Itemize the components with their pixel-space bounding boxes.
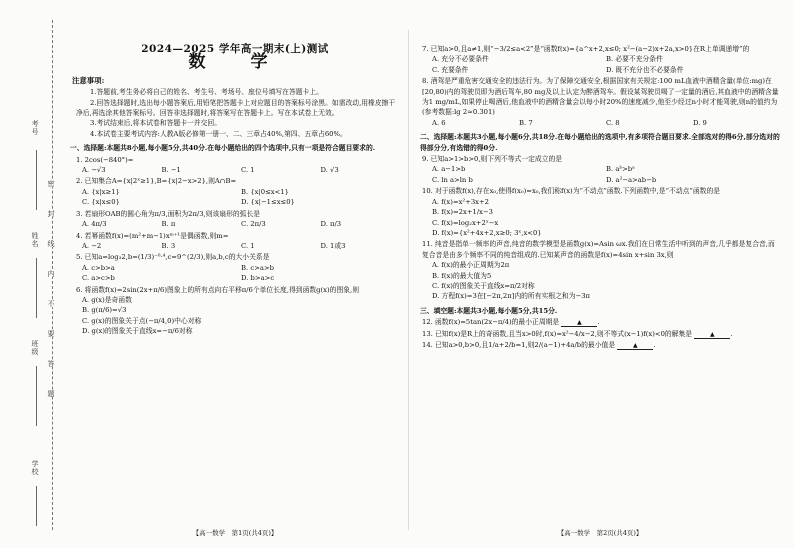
question-stem: 13. 已知f(x)是R上的奇函数,且当x>0时,f(x)=x²−4/x−2,则不等式(x−1)f(x)<0的解集是 xyxy=(422,329,693,338)
option-list xyxy=(432,197,780,239)
answer-option: B. π xyxy=(161,220,176,229)
answer-option: D. {x|−1≤x≤0} xyxy=(241,198,295,207)
answer-option: A. 充分不必要条件 xyxy=(432,55,489,64)
answer-option: B. 必要不充分条件 xyxy=(606,55,663,64)
option-list xyxy=(432,118,780,128)
question xyxy=(76,155,400,165)
question xyxy=(422,186,780,196)
answer-option: B. 3 xyxy=(161,241,176,250)
question-stem: 8. 酒驾是严重危害交通安全的违法行为。为了保障交通安全,根据国家有关规定:100 mL血液中酒精含量(单位:mg)在[20,80)内的驾驶员即为酒后驾车,80 mg及以上认定为醉酒驾车。假设某驾驶员喝了一定量的酒后,其血液中的酒精含量为1 mg/mL,如果停止喝酒后,他血液中的酒精含量会以每小时20%的速度减少,他至少经过n小时才能驾驶,则n的值约为(参考数据:lg 2≈0.301) xyxy=(422,77,779,117)
margin-label-school: 学校 xyxy=(31,460,39,476)
name-line xyxy=(36,258,37,318)
answer-option: A. c>b>a xyxy=(82,263,115,272)
page-divider xyxy=(408,30,409,530)
page-2 xyxy=(420,0,780,548)
answer-option: C. a>c>b xyxy=(82,274,115,283)
exam-number-line xyxy=(36,150,37,210)
answer-option: B. −1 xyxy=(161,166,181,175)
answer-option: D. g(x)的图象关于直线x=−π/6对称 xyxy=(82,327,193,336)
seal-word: 内 xyxy=(47,270,55,277)
answer-option: C. 充要条件 xyxy=(432,65,469,74)
seal-word: 要 xyxy=(47,330,55,337)
question: 14. 已知a>0,b>0,且1/a+2/b=1,则2/(a−1)+4a/b的最小值是 ▲ . xyxy=(422,340,656,349)
option-list xyxy=(82,219,400,229)
option-list xyxy=(82,187,400,208)
answer-option: C. f(x)=log₂x+2ˣ−x xyxy=(432,218,499,227)
question xyxy=(76,285,400,295)
question-stem: 6. 将函数f(x)=2sin(2x+π/6)图象上的所有点向右平移π/6个单位长度,得到函数g(x)的图象,则 xyxy=(76,285,359,294)
answer-option: B. f(x)=2x+1/x−3 xyxy=(432,208,493,217)
option-list xyxy=(82,263,400,284)
question xyxy=(76,209,400,219)
answer-option: D. π/3 xyxy=(320,220,342,229)
answer-option: D. √3 xyxy=(320,166,339,175)
answer-option: A. g(x)是奇函数 xyxy=(82,295,132,304)
answer-blank[interactable]: ▲ xyxy=(694,331,730,339)
answer-option: C. 2π/3 xyxy=(241,220,266,229)
notice-item: 2.回答选择题时,选出每小题答案后,用铅笔把答题卡上对应题目的答案标号涂黑。如需改动,用橡皮擦干净后,再选涂其他答案标号。回答非选择题时,将答案写在答题卡上。写在本试卷上无效。 xyxy=(76,98,396,118)
section-header: 三、填空题:本题共3小题,每小题5分,共15分. xyxy=(420,306,558,315)
answer-option: A. {x|x≥1} xyxy=(82,187,120,196)
question-list xyxy=(70,155,400,337)
question-stem: 3. 若扇形OAB的圆心角为π/3,面积为2π/3,则该扇形的弧长是 xyxy=(76,209,261,218)
question-stem: 1. 2cos(−840°)= xyxy=(76,155,134,164)
answer-option: C. 1 xyxy=(241,166,255,175)
notice-item: 3.考试结束后,将本试卷和答题卡一并交回。 xyxy=(90,119,221,128)
answer-blank[interactable]: ▲ xyxy=(561,319,597,327)
answer-option: A. 4π/3 xyxy=(82,220,107,229)
answer-option: D. a²−a>ab−b xyxy=(606,175,657,184)
question-stem: 2. 已知集合A={x|2ˣ≥1},B={x|2−x>2},则A∩B= xyxy=(76,177,237,186)
answer-option: A. −√3 xyxy=(82,166,106,175)
answer-option: D. 9 xyxy=(693,118,707,127)
answer-blank[interactable]: ▲ xyxy=(617,342,653,350)
question xyxy=(422,44,780,54)
page-footer: 【高一数学 第2页(共4页)】 xyxy=(557,528,643,537)
section-header: 二、选择题:本题共3小题,每小题6分,共18分.在每小题给出的选项中,有多项符合题目要求.全部选对的得6分,部分选对的得部分分,有选错的得0分. xyxy=(420,133,780,152)
answer-option: D. 既不充分也不必要条件 xyxy=(606,65,684,74)
margin-label-class: 班级 xyxy=(31,340,39,356)
answer-option: B. c>a>b xyxy=(241,263,274,272)
answer-option: A. a−1>b xyxy=(432,165,466,174)
notice-item: 1.答题前,考生务必将自己的姓名、考生号、考场号、座位号填写在答题卡上。 xyxy=(90,88,323,97)
question-list xyxy=(420,44,780,350)
question-stem: 10. 对于函数f(x),存在x₀,使得f(x₀)=x₀,我们称f(x)为“不动点”函数.下列函数中,是“不动点”函数的是 xyxy=(422,187,721,196)
question xyxy=(76,231,400,241)
question: 12. 函数f(x)=5tan(2x−π/4)的最小正周期是 ▲ . xyxy=(422,318,600,327)
binding-margin xyxy=(0,0,62,548)
answer-option: B. g(π/6)=√3 xyxy=(82,306,127,315)
seal-word: 密 xyxy=(47,180,55,187)
seal-word: 不 xyxy=(47,300,55,307)
margin-label-exam-number: 考号 xyxy=(31,120,39,136)
seal-word: 题 xyxy=(47,390,55,397)
answer-option: B. aᵇ>bᵃ xyxy=(606,165,635,174)
question xyxy=(422,76,780,118)
answer-option: C. g(x)的图象关于点(−π/4,0)中心对称 xyxy=(82,316,202,325)
section-header: 一、选择题:本题共8小题,每小题5分,共40分.在每小题给出的四个选项中,只有一项是符合题目要求的. xyxy=(70,144,376,153)
option-list xyxy=(432,54,780,75)
option-list xyxy=(82,165,400,175)
question-stem: 9. 已知a>1>b>0,则下列不等式一定成立的是 xyxy=(422,155,563,164)
option-list xyxy=(432,164,780,185)
seal-word: 封 xyxy=(47,210,55,217)
question-stem: 5. 已知a=log₃2,b=(1/3)⁻⁰·⁴,c=9^(2/3),则a,b,c的大小关系是 xyxy=(76,253,270,262)
answer-option: D. f(x)={x²+4x+2,x≥0; 3ˣ,x<0} xyxy=(432,228,542,237)
answer-option: C. 8 xyxy=(606,118,620,127)
answer-option: A. 6 xyxy=(432,118,446,127)
seal-word: 答 xyxy=(47,360,55,367)
question-stem: 12. 函数f(x)=5tan(2x−π/4)的最小正周期是 xyxy=(422,318,560,327)
question-stem: 14. 已知a>0,b>0,且1/a+2/b=1,则2/(a−1)+4a/b的最小值是 xyxy=(422,340,616,349)
answer-option: D. 1或3 xyxy=(320,241,346,250)
answer-option: C. 1 xyxy=(241,241,255,250)
answer-option: B. 7 xyxy=(519,118,533,127)
margin-label-name: 姓名 xyxy=(31,232,39,248)
question xyxy=(422,239,780,260)
option-list xyxy=(82,241,400,251)
question xyxy=(76,176,400,186)
question-stem: 7. 已知a>0,且a≠1,则“−3/2≤a<2”是“函数f(x)={a^x+2,x≤0; x²−(a−2)x+2a,x>0}在R上单调递增”的 xyxy=(422,45,750,53)
question xyxy=(76,252,400,262)
answer-option: C. f(x)的图象关于直线x=π/2对称 xyxy=(432,281,535,290)
exam-title: 2024—2025 学年高一期末(上)测试 xyxy=(141,43,329,55)
answer-option: A. f(x)=x²+3x+2 xyxy=(432,197,490,206)
option-list xyxy=(432,260,780,302)
answer-option: A. −2 xyxy=(82,241,102,250)
answer-option: B. {x|0≤x<1} xyxy=(241,187,289,196)
page-1 xyxy=(70,0,400,548)
answer-option: C. {x|x≤0} xyxy=(82,198,120,207)
seal-word: 线 xyxy=(47,240,55,247)
answer-option: D. 方程f(x)=3在[−2π,2π]内的所有实根之和为−3π xyxy=(432,292,590,301)
answer-option: B. f(x)的最大值为5 xyxy=(432,271,492,280)
answer-option: A. f(x)的最小正周期为2π xyxy=(432,261,510,270)
notice-title: 注意事项: xyxy=(72,75,105,85)
school-line xyxy=(36,486,37,526)
subject-title: 数 学 xyxy=(188,52,282,73)
class-line xyxy=(36,366,37,426)
question-stem: 4. 若幂函数f(x)=(m²+m−1)xᵐ⁺¹是偶函数,则m= xyxy=(76,231,229,240)
page-footer: 【高一数学 第1页(共4页)】 xyxy=(192,528,278,537)
question-stem: 11. 纯音是指单一频率的声音,纯音的数学模型是函数g(x)=Asin ωx.我们在日常生活中听到的声音,几乎都是复合音,而复合音是由多个频率不同的纯音组成的.已知某声音的函数是f(x)=4sin x+sin 3x,则 xyxy=(422,240,775,259)
option-list xyxy=(82,295,400,337)
question xyxy=(422,154,780,164)
notice-item: 4.本试卷主要考试内容:人教A版必修第一册一、二、三章占40%,第四、五章占60%。 xyxy=(90,129,347,138)
question: 13. 已知f(x)是R上的奇函数,且当x>0时,f(x)=x²−4/x−2,则不等式(x−1)f(x)<0的解集是 ▲ . xyxy=(422,329,733,338)
answer-option: D. b>a>c xyxy=(241,274,275,283)
answer-option: C. ln a>ln b xyxy=(432,175,473,184)
